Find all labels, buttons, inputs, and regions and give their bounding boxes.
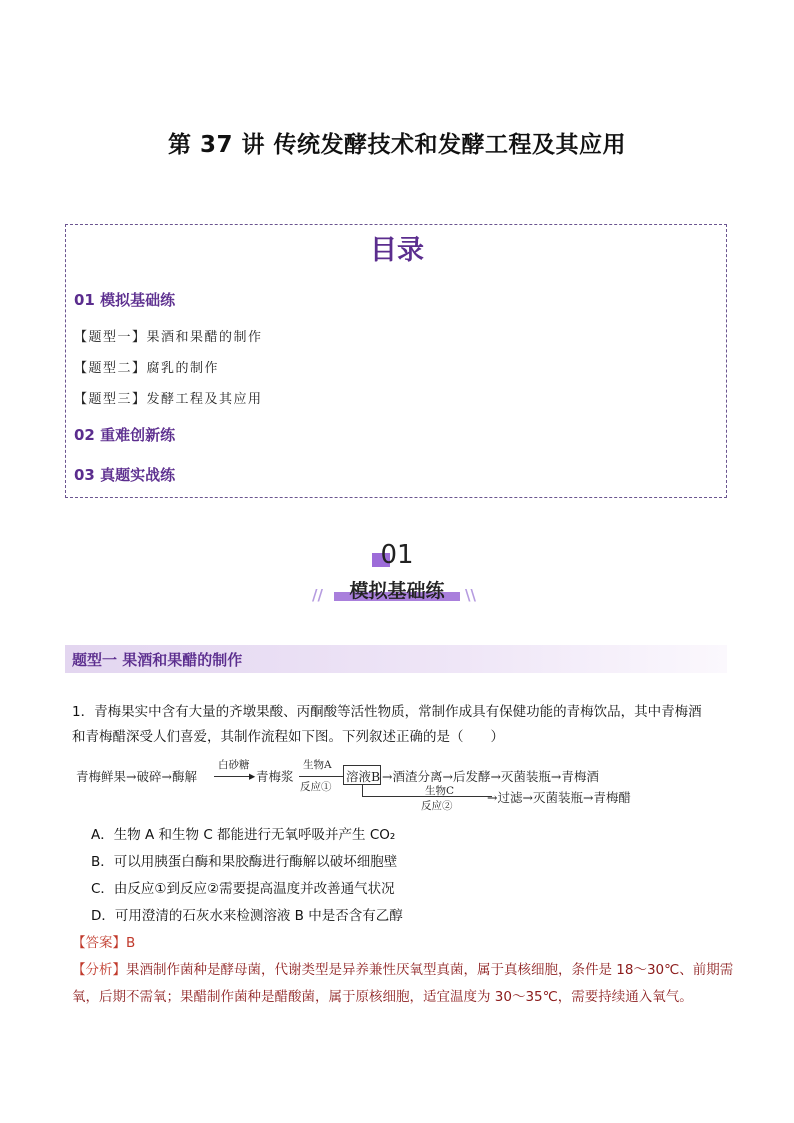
flow-bio-c: 生物C bbox=[425, 785, 455, 797]
flow-bio-a: 生物A bbox=[303, 759, 332, 771]
toc-title: 目录 bbox=[370, 235, 424, 266]
question-stem-line-1: 1．青梅果实中含有大量的齐墩果酸、丙酮酸等活性物质，常制作成具有保健功能的青梅饮品，其中青梅酒 bbox=[72, 704, 702, 720]
toc-section-2[interactable]: 02 重难创新练 bbox=[74, 426, 176, 444]
toc-subitem-3[interactable]: 【题型三】发酵工程及其应用 bbox=[74, 392, 263, 407]
toc-section-1[interactable]: 01 模拟基础练 bbox=[74, 291, 176, 309]
option-d[interactable]: D．可用澄清的石灰水来检测溶液 B 中是否含有乙醇 bbox=[91, 908, 403, 924]
flow-solution-b: 溶液B bbox=[346, 769, 381, 784]
option-c[interactable]: C．由反应①到反应②需要提高温度并改善通气状况 bbox=[91, 881, 395, 897]
flow-arrow-line-2 bbox=[299, 776, 343, 777]
section-number: 01 bbox=[380, 540, 414, 570]
question-stem-line-2: 和青梅醋深受人们喜爱，其制作流程如下图。下列叙述正确的是（ ） bbox=[72, 729, 504, 745]
document-title: 第 37 讲 传统发酵技术和发酵工程及其应用 bbox=[167, 132, 627, 158]
flow-branch-bottom: →过滤→灭菌装瓶→青梅醋 bbox=[487, 790, 631, 805]
flow-sugar-label: 白砂糖 bbox=[218, 759, 250, 771]
section-name: 模拟基础练 bbox=[349, 580, 445, 602]
flow-arrow-head: ▸ bbox=[249, 768, 256, 783]
flow-reaction-2: 反应② bbox=[421, 800, 453, 812]
flow-branch-top: →酒渣分离→后发酵→灭菌装瓶→青梅酒 bbox=[382, 769, 599, 784]
analysis-block bbox=[72, 957, 734, 1011]
toc-section-3[interactable]: 03 真题实战练 bbox=[74, 466, 176, 484]
left-deco-slash: // bbox=[312, 586, 323, 604]
answer-line bbox=[72, 931, 135, 951]
right-deco-slash: \\ bbox=[465, 586, 476, 604]
flow-start: 青梅鲜果→破碎→酶解 bbox=[76, 769, 197, 784]
flow-mid: 青梅浆 bbox=[256, 769, 294, 784]
analysis-label: 【分析】 bbox=[72, 962, 126, 978]
flow-arrow-line bbox=[214, 776, 254, 777]
analysis-text: 果酒制作菌种是酵母菌，代谢类型是异养兼性厌氧型真菌，属于真核细胞，条件是 18～30℃、前期需氧，后期不需氧；果醋制作菌种是醋酸菌，属于原核细胞，适宜温度为 30～35℃，需要持续通入氧气。 bbox=[72, 962, 734, 1005]
answer-value: B bbox=[126, 935, 136, 951]
flow-reaction-1: 反应① bbox=[300, 781, 332, 793]
option-b[interactable]: B．可以用胰蛋白酶和果胶酶进行酶解以破坏细胞壁 bbox=[91, 854, 398, 870]
option-a[interactable]: A．生物 A 和生物 C 都能进行无氧呼吸并产生 CO₂ bbox=[91, 827, 396, 843]
question-type-label: 题型一 果酒和果醋的制作 bbox=[72, 651, 243, 669]
toc-subitem-1[interactable]: 【题型一】果酒和果醋的制作 bbox=[74, 330, 263, 345]
toc-subitem-2[interactable]: 【题型二】腐乳的制作 bbox=[74, 361, 220, 376]
answer-label: 【答案】 bbox=[72, 935, 126, 951]
